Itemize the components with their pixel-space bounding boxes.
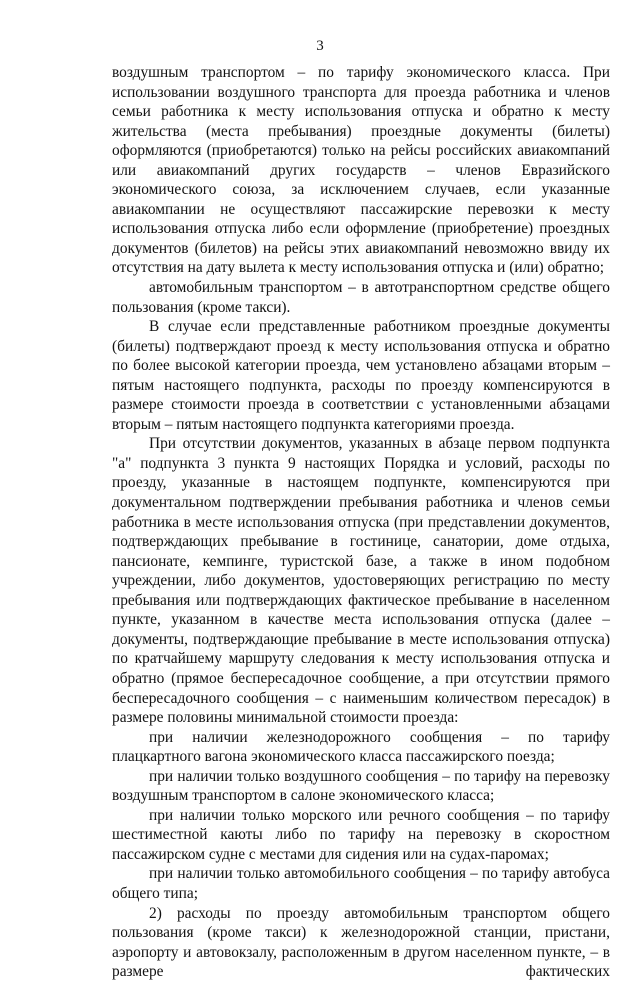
page-number: 3 [316, 38, 324, 54]
paragraph-no-documents: При отсутствии документов, указанных в абзаце первом подпункта "а" подпункта 3 пункта 9 настоящих Порядка и условий, расходы по проезду, указанные в настоящем подпункте, компенсируются при документальном подтверждении пребывания работника и членов семьи работника в месте использования отпуска (при представлении документов, подтверждающих пребывание в гостинице, санатории, доме отдыха, пансионате, кемпинге, туристской базе, а также в ином подобном учреждении, либо документов, удостоверяющих регистрацию по месту пребывания или подтверждающих фактическое пребывание в населенном пункте, указанном в качестве места использования отпуска (далее – документы, подтверждающие пребывание в месте использования отпуска) по кратчайшему маршруту следования к месту использования отпуска и обратно (прямое беспересадочное сообщение, а при отсутствии прямого беспересадочного сообщения – с наименьшим количеством пересадок) в размере половины минимальной стоимости проезда: [112, 435, 610, 727]
paragraph-air-only: при наличии только воздушного сообщения – по тарифу на перевозку воздушным транспортом в салоне экономического класса; [112, 767, 610, 805]
paragraph-air-transport: воздушным транспортом – по тарифу экономического класса. При использовании воздушного транспорта для проезда работника и членов семьи работника к месту использования отпуска и обратно к месту жительства (места пребывания) проездные документы (билеты) оформляются (приобретаются) только на рейсы российских авиакомпаний или авиакомпаний других государств – членов Евразийского экономического союза, за исключением случаев, если указанные авиакомпании не осуществляют пассажирские перевозки к месту использования отпуска либо если оформление (приобретение) проездных документов (билетов) на рейсы этих авиакомпаний невозможно ввиду их отсутствия на дату вылета к месту использования отпуска и (или) обратно; [112, 64, 610, 277]
paragraph-rail-connection: при наличии железнодорожного сообщения – по тарифу плацкартного вагона экономического класса пассажирского поезда; [112, 728, 610, 766]
paragraph-item-2: 2) расходы по проезду автомобильным транспортом общего пользования (кроме такси) к железнодорожной станции, пристани, аэропорту и автовокзалу, расположенным в другом населенном пункте, – в размере фактических [112, 904, 610, 981]
paragraph-road-transport: автомобильным транспортом – в автотранспортном средстве общего пользования (кроме такси). [112, 279, 610, 316]
paragraph-sea-river-only: при наличии только морского или речного сообщения – по тарифу шестиместной каюты либо по тарифу на перевозку в скоростном пассажирском судне с местами для сидения или на судах-паромах; [112, 806, 610, 863]
paragraph-higher-category: В случае если представленные работником проездные документы (билеты) подтверждают проезд к месту использования отпуска и обратно по более высокой категории проезда, чем установлено абзацами вторым – пятым настоящего подпункта, расходы по проезду компенсируются в размере стоимости проезда в соответствии с установленными абзацами вторым – пятым настоящего подпункта категориями проезда. [112, 318, 610, 433]
paragraph-road-only: при наличии только автомобильного сообщения – по тарифу автобуса общего типа; [112, 865, 610, 902]
document-body [112, 63, 610, 982]
